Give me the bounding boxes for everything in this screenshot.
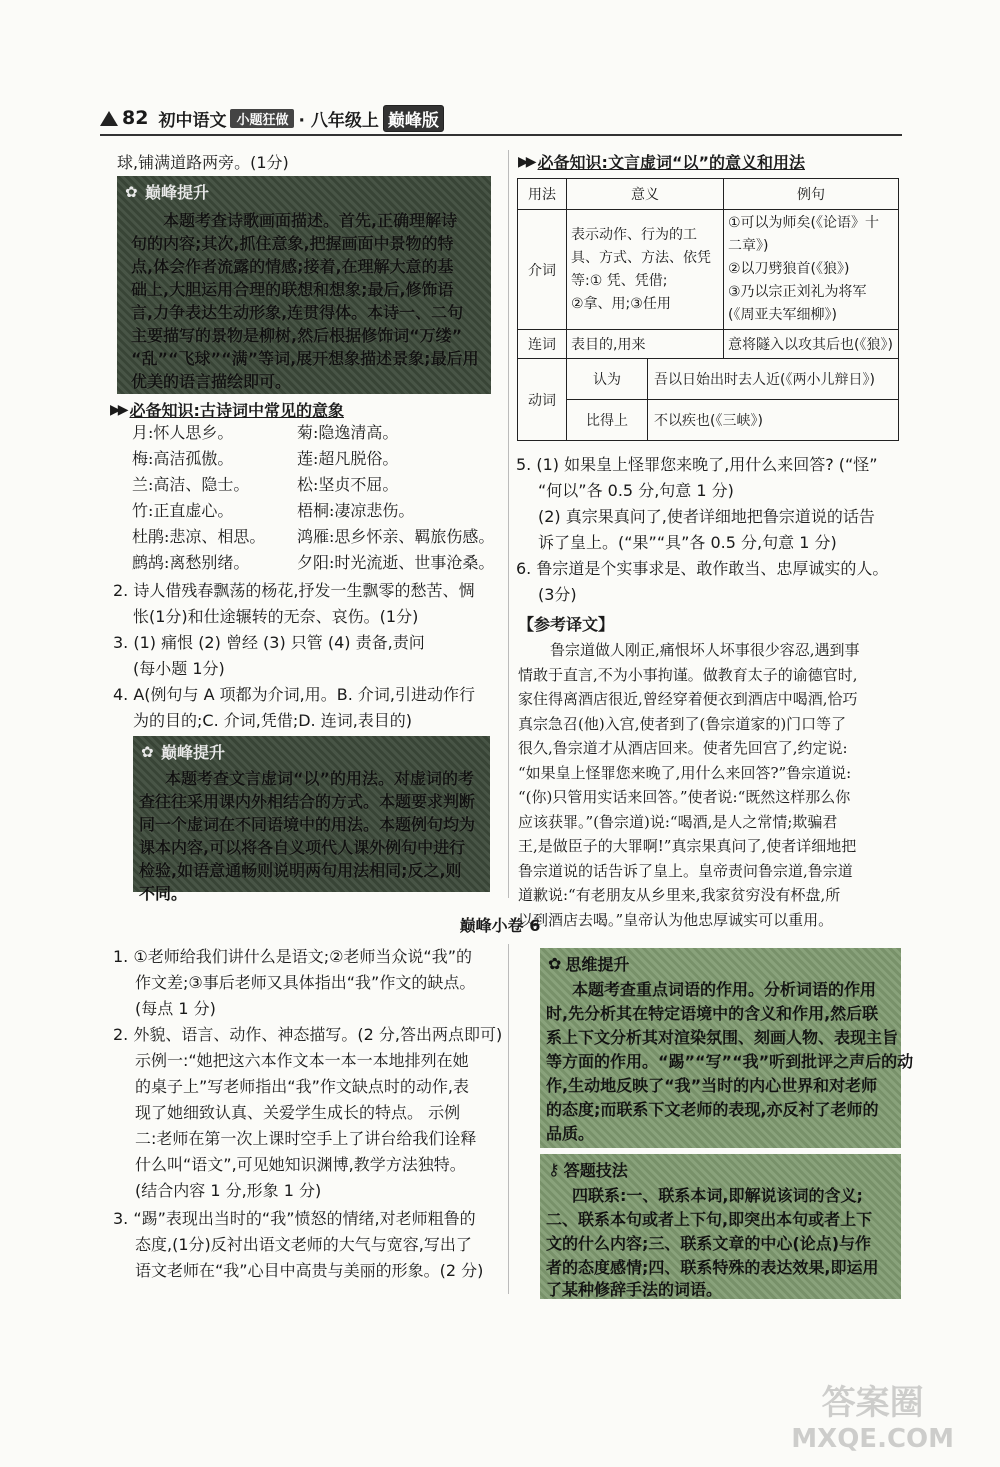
box-line: 品质。 [546,1124,595,1143]
translation-line: 鲁宗道做人刚正,痛恨坏人坏事很少容忍,遇到事 [550,641,860,659]
imagery-list-right [297,420,494,576]
box-line: 了某种修辞手法的词语。 [546,1280,723,1299]
answer-q2-line: 2. 诗人借残春飘荡的杨花,抒发一生飘零的愁苦、惆 [113,581,475,600]
table-row [518,359,899,400]
answer-q2-line: 二:老师在第一次上课时空手上了讲台给我们诠释 [135,1129,477,1148]
answer-q5-line: “何以”各 0.5 分,句意 1 分) [538,481,734,500]
box-line: 课本内容,可以将各自义项代人课外例句中进行 [139,838,466,857]
translation-line: 真宗急召(他)入宫,使者到了(鲁宗道家的)门口等了 [518,714,847,733]
box-title: ⚷ 答题技法 [548,1160,628,1180]
answer-q4-line: 为的目的;C. 介词,凭借;D. 连词,表目的) [133,711,413,730]
translation-line: 鲁宗道说的话告诉了皇上。皇帝责问鲁宗道,鲁宗道 [518,861,853,880]
column-divider [508,150,509,898]
page-number: 82 [122,107,149,129]
answer-continuation: 球,铺满道路两旁。(1分) [117,153,289,172]
box-line: 作,生动地反映了“我”当时的内心世界和对老师 [546,1076,878,1095]
watermark: 答案圈 MXQE.COM [791,1383,954,1454]
subject-label: 初中语文 [158,110,227,131]
usage-cell: 介词 [518,210,567,330]
page-header [100,104,444,132]
answer-q3-line: (每小题 1分) [133,659,225,678]
box-line: 系上下文分析其对渲染氛围、刻画人物、表现主旨 [546,1028,899,1047]
answer-q2-line: 的桌子上”写老师指出“我”作文缺点时的动作,表 [135,1077,469,1096]
table-row [518,210,899,330]
box-line: 二、联系本句或者上下句,即突出本句或者上下 [546,1210,873,1229]
translation-line: 很久,鲁宗道才从酒店回来。使者先回宫了,约定说: [518,739,848,757]
answer-q2-line: 怅(1分)和仕途辗转的无奈、哀伤。(1分) [133,607,419,626]
list-item: 鹧鸪:离愁别绪。 [132,553,250,572]
header-rule [100,134,902,136]
list-item: 杜鹃:悲凉、相思。 [132,527,266,546]
answer-q6-line: (3分) [538,585,577,604]
answer-q5-line: 诉了皇上。(“果”“具”各 0.5 分,句意 1 分) [538,533,837,552]
box-line: 言,力争表达生动形象,连贯得体。本诗一、二句 [131,303,464,322]
list-item: 梅:高洁孤傲。 [132,449,234,468]
box-title: ✿ 巅峰提升 [125,182,210,202]
yi-usage-table [517,178,899,441]
flower-icon: ✿ [125,182,138,201]
section-title: 巅峰小卷 6 [459,916,541,935]
box-line: 等方面的作用。“踢”“写”“我”听到批评之声后的动 [546,1052,914,1071]
key-icon: ⚷ [548,1160,560,1179]
box-line: “乱”“飞球”“满”等词,展开想象描述景象;最后用 [131,349,479,368]
answer-q1-line: 1. ①老师给我们讲什么是语文;②老师当众说“我”的 [113,947,473,966]
answer-q3-line: 语文老师在“我”心目中高贵与美丽的形象。(2 分) [135,1261,484,1280]
list-item: 鸿雁:思乡怀亲、羁旅伤感。 [297,527,495,546]
answer-q6-line: 6. 鲁宗道是个实事求是、敢作敢当、忠厚诚实的人。 [516,559,889,578]
box-line: 四联系:一、联系本词,即解说该词的含义; [572,1186,863,1205]
list-item: 莲:超凡脱俗。 [297,449,399,468]
grade-label: · 八年级上 [298,110,379,131]
meaning-cell: 表示动作、行为的工 具、方式、方法、依凭 等:① 凭、凭借; ②拿、用;③任用 [567,210,724,330]
triangle-icon [100,111,118,126]
peak-boost-box-1 [117,176,491,394]
box-title: ✿ 巅峰提升 [141,742,226,762]
box-line: 本题考查文言虚词“以”的用法。对虚词的考 [165,769,475,788]
table-header-row [518,179,899,210]
answer-q1-line: 作文差;③事后老师又具体指出“我”作文的缺点。 [135,973,476,992]
column-divider [508,944,509,1294]
peak-boost-box-2 [133,736,490,903]
answer-q2-line: 什么叫“语文”,可见她知识渊博,教学方法独特。 [135,1155,466,1174]
example-cell: ①可以为师矣(《论语》十 二章》) ②以刀劈狼首(《狼》) ③乃以宗正刘礼为将军 (《周亚夫军细柳》) [724,210,899,330]
translation-line: 王,是做臣子的大罪啊!”真宗果真问了,使者详细地把 [518,837,857,855]
box-line: 的态度;而联系下文老师的表现,亦反衬了老师的 [546,1100,879,1119]
list-item: 夕阳:时光流逝、世事沧桑。 [297,553,495,572]
box-line: 点,体会作者流露的情感;接着,在理解大意的基 [131,257,454,276]
reference-translation-heading: 【参考译文】 [518,615,615,634]
box-line: 句的内容;其次,抓住意象,把握画面中景物的特 [131,234,454,253]
double-arrow-icon: ▶▶ [518,153,534,170]
answer-q2-line: 2. 外貌、语言、动作、神态描写。(2 分,答出两点即可) [113,1025,503,1044]
box-title: ✿ 思维提升 [548,954,630,974]
translation-line: “(你)只管用实话来回答。”使者说:“既然这样那么你 [518,788,851,806]
brand-logo: 小题狂做 [230,109,294,128]
answer-q2-line: (结合内容 1 分,形象 1 分) [135,1181,322,1200]
box-line: 同一个虚词在不同语境中的用法。本题例句均为 [139,815,476,834]
answer-q5-line: 5. (1) 如果皇上怪罪您来晚了,用什么来回答? (“怪” [516,455,878,474]
meaning-cell: 表目的,用来 [567,330,724,359]
translation-text [518,638,860,932]
flower-icon: ✿ [548,954,562,973]
box-line: 优美的语言描绘即可。 [131,372,292,391]
answer-q4-line: 4. A(例句与 A 项都为介词,用。B. 介词,引进动作行 [113,685,475,704]
knowledge-heading-imagery: ▶▶ 必备知识:古诗词中常见的意象 [110,401,344,420]
answer-q5-line: (2) 真宗果真问了,使者详细地把鲁宗道说的话告 [538,507,875,526]
list-item: 松:坚贞不屈。 [297,475,399,494]
translation-line: “如果皇上怪罪您来晚了,用什么来回答?”鲁宗道说: [518,763,852,782]
translation-line: 家住得离酒店很近,曾经穿着便衣到酒店中喝酒,恰巧 [518,690,858,708]
usage-cell: 动词 [518,359,567,441]
answer-q3-line: 3. (1) 痛恨 (2) 曾经 (3) 只管 (4) 责备,责问 [113,633,425,652]
verb-subtable-cell: 认为 吾以日始出时去人近(《两小儿辩日》) [567,359,899,400]
table-header: 例句 [724,179,899,210]
table-row [518,330,899,359]
list-item: 月:怀人思乡。 [132,423,234,442]
table-row [518,400,899,441]
list-item: 竹:正直虚心。 [132,501,234,520]
box-line: 者的态度感情;四、联系特殊的表达效果,即运用 [546,1258,879,1277]
box-line: 检验,如语意通畅则说明两句用法相同;反之,则 [139,861,462,880]
box-line: 础上,大胆运用合理的联想和想象;最后,修饰语 [131,280,454,299]
translation-line: 情敢于直言,不为小事拘谨。做教育太子的谕德官时, [518,665,858,684]
table-header: 意义 [567,179,724,210]
translation-line: 以到酒店去喝。”皇帝认为他忠厚诚实可以重用。 [518,910,834,929]
usage-cell: 连词 [518,330,567,359]
example-cell: 意将隧入以攻其后也(《狼》) [724,330,899,359]
answer-q1-line: (每点 1 分) [135,999,216,1018]
double-arrow-icon: ▶▶ [110,401,126,418]
box-line: 主要描写的景物是柳树,然后根据修饰词“万缕” [131,326,463,345]
box-line: 本题考查诗歌画面描述。首先,正确理解诗 [163,211,458,230]
translation-line: 道歉说:“有老朋友从乡里来,我家贫穷没有杯盘,所 [518,886,841,904]
box-line: 查往往采用课内外相结合的方式。本题要求判断 [139,792,476,811]
table-header: 用法 [518,179,567,210]
answer-q2-line: 现了她细致认真、关爱学生成长的特点。 示例 [135,1103,461,1122]
verb-subtable-cell: 比得上 不以疾也(《三峡》) [567,400,899,441]
box-line: 不同。 [139,884,188,903]
thinking-boost-box [540,948,914,1148]
box-line: 时,先分析其在特定语境中的含义和作用,然后联 [546,1004,879,1023]
imagery-list-left [132,420,265,576]
edition-badge: 巅峰版 [383,105,444,132]
answer-q2-line: 示例一:“她把这六本作文本一本一本地排列在她 [135,1051,469,1070]
answer-technique-box [540,1154,901,1299]
list-item: 菊:隐逸清高。 [297,423,399,442]
answer-q3-line: 态度,(1分)反衬出语文老师的大气与宽容,写出了 [135,1235,472,1254]
list-item: 梧桐:凄凉悲伤。 [297,501,415,520]
knowledge-heading-yi: ▶▶ 必备知识:文言虚词“以”的意义和用法 [518,153,805,172]
flower-icon: ✿ [141,742,154,761]
list-item: 兰:高洁、隐士。 [132,475,250,494]
translation-line: 应该获罪。”(鲁宗道)说:“喝酒,是人之常情;欺骗君 [518,812,838,831]
answer-q3-line: 3. “踢”表现出当时的“我”愤怒的情绪,对老师粗鲁的 [113,1209,476,1228]
box-line: 文的什么内容;三、联系文章的中心(论点)与作 [546,1234,872,1253]
box-line: 本题考查重点词语的作用。分析词语的作用 [572,980,877,999]
